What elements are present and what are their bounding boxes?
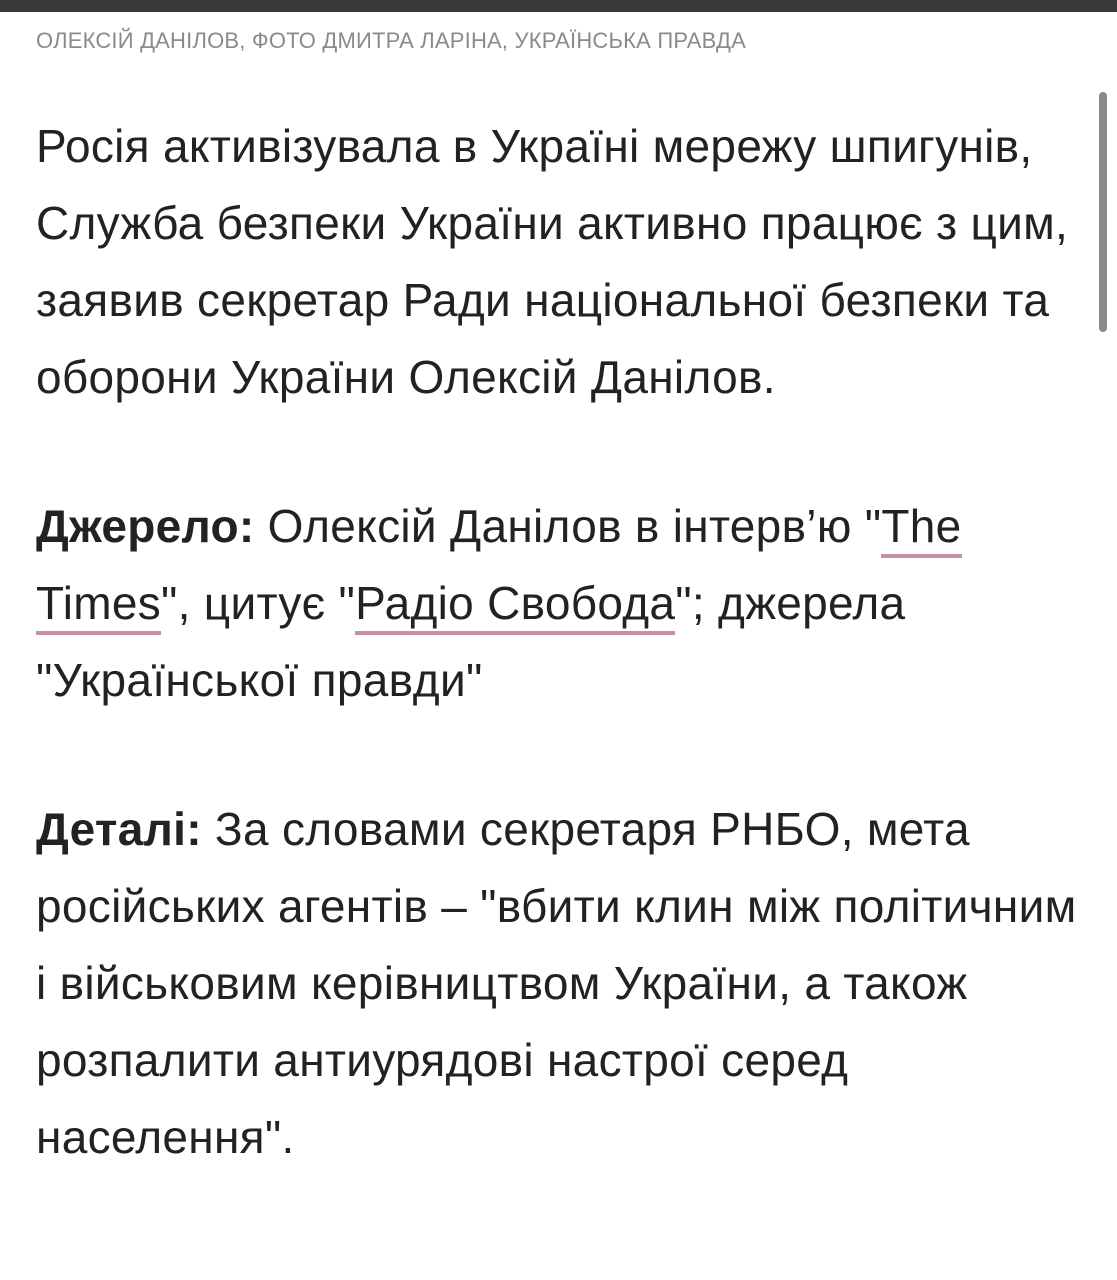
top-bar (0, 0, 1117, 12)
source-text-after: "; джерела "Української правди" (36, 577, 906, 706)
photo-caption: ОЛЕКСІЙ ДАНІЛОВ, ФОТО ДМИТРА ЛАРІНА, УКРАЇНСЬКА ПРАВДА (36, 28, 746, 53)
details-label: Деталі: (36, 803, 202, 855)
source-label: Джерело: (36, 500, 255, 552)
lead-text: Росія активізувала в Україні мережу шпигунів, Служба безпеки України активно працює з цим, заявив секретар Ради національної безпеки та оборони України Олексій Данілов. (36, 120, 1069, 403)
lead-paragraph (36, 108, 1081, 416)
link-the-times[interactable]: The Times (36, 500, 962, 635)
scrollbar[interactable] (1099, 92, 1107, 332)
details-text: За словами секретаря РНБО, мета російських агентів – "вбити клин між політичним і військовим керівництвом України, а також розпалити антиурядові настрої серед населення". (36, 803, 1077, 1163)
source-paragraph (36, 488, 1081, 719)
article-body (36, 108, 1081, 1176)
details-paragraph (36, 791, 1081, 1176)
source-text-before: Олексій Данілов в інтерв’ю " (254, 500, 882, 552)
source-text-middle: ", цитує " (161, 577, 356, 629)
link-radio-svoboda[interactable]: Радіо Свобода (355, 577, 675, 635)
